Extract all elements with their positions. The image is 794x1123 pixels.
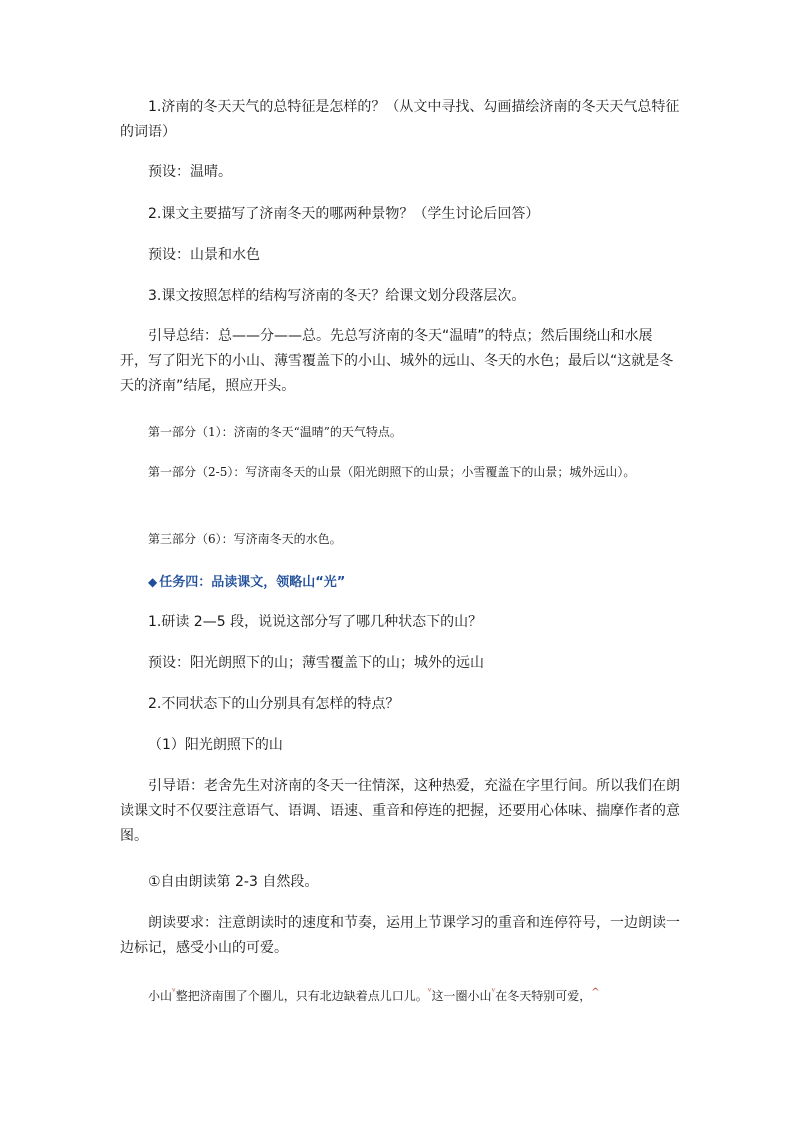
answer-4: 预设：阳光朗照下的山；薄雪覆盖下的山；城外的远山: [148, 655, 484, 671]
question-5: 2.不同状态下的山分别具有怎样的特点？: [148, 696, 400, 712]
step-1: ①自由朗读第 2-3 自然段。: [148, 874, 319, 890]
guide-paragraph: 引导语：老舍先生对济南的冬天一往情深，这种热爱，充溢在字里行间。所以我们在朗读课文时不仅要注意语气、语调、语速、重音和停连的把握，还要用心体味、揣摩作者的意图。: [120, 778, 680, 844]
question-3: 3.课文按照怎样的结构写济南的冬天？给课文划分段落层次。: [148, 288, 526, 304]
diamond-bullet-icon: ◆: [148, 575, 158, 589]
stress-mark-icon: ^: [591, 987, 600, 998]
reading-seg-1: 小山: [148, 989, 173, 1003]
task-4-heading: [120, 570, 680, 595]
pause-mark-icon: ᵛ: [427, 987, 432, 998]
question-4: 1.研读 2—5 段，说说这部分写了哪几种状态下的山？: [148, 614, 483, 630]
reading-seg-2: 整把济南围了个圈儿，只有北边缺着点儿口儿。: [175, 989, 428, 1003]
task-4-title: 任务四：品读课文，领略山“光”: [159, 575, 346, 590]
question-1: 1.济南的冬天天气的总特征是怎样的？（从文中寻找、勾画描绘济南的冬天天气总特征的词语）: [120, 99, 680, 140]
question-2: 2.课文主要描写了济南冬天的哪两种景物？（学生讨论后回答）: [148, 206, 540, 222]
pause-mark-icon: ᵛ: [491, 987, 496, 998]
marked-reading-line: [120, 980, 680, 1009]
pause-mark-icon: ᵛ: [172, 987, 176, 998]
reading-seg-4: 在冬天特别可爱，: [495, 989, 592, 1003]
summary-paragraph: 引导总结：总——分——总。先总写济南的冬天“温晴”的特点；然后围绕山和水展开，写了阳光下的小山、薄雪覆盖下的小山、城外的远山、冬天的水色；最后以“这就是冬天的济南”结尾，照应开头。: [120, 328, 674, 394]
part-2-note: 第一部分（2-5）：写济南冬天的山景（阳光朗照下的山景；小雪覆盖下的山景；城外远山）。: [148, 465, 636, 479]
answer-2: 预设：山景和水色: [148, 247, 260, 263]
subheading-sunlit-hills: （1）阳光朗照下的山: [148, 737, 283, 753]
part-1-note: 第一部分（1）：济南的冬天“温晴”的天气特点。: [148, 425, 402, 439]
reading-seg-3: 这一圈小山: [431, 989, 492, 1003]
answer-1: 预设：温晴。: [148, 164, 232, 180]
reading-requirements: 朗读要求：注意朗读时的速度和节奏，运用上节课学习的重音和连停符号，一边朗读一边标记，感受小山的可爱。: [120, 915, 680, 956]
part-3-note: 第三部分（6）：写济南冬天的水色。: [148, 532, 342, 546]
